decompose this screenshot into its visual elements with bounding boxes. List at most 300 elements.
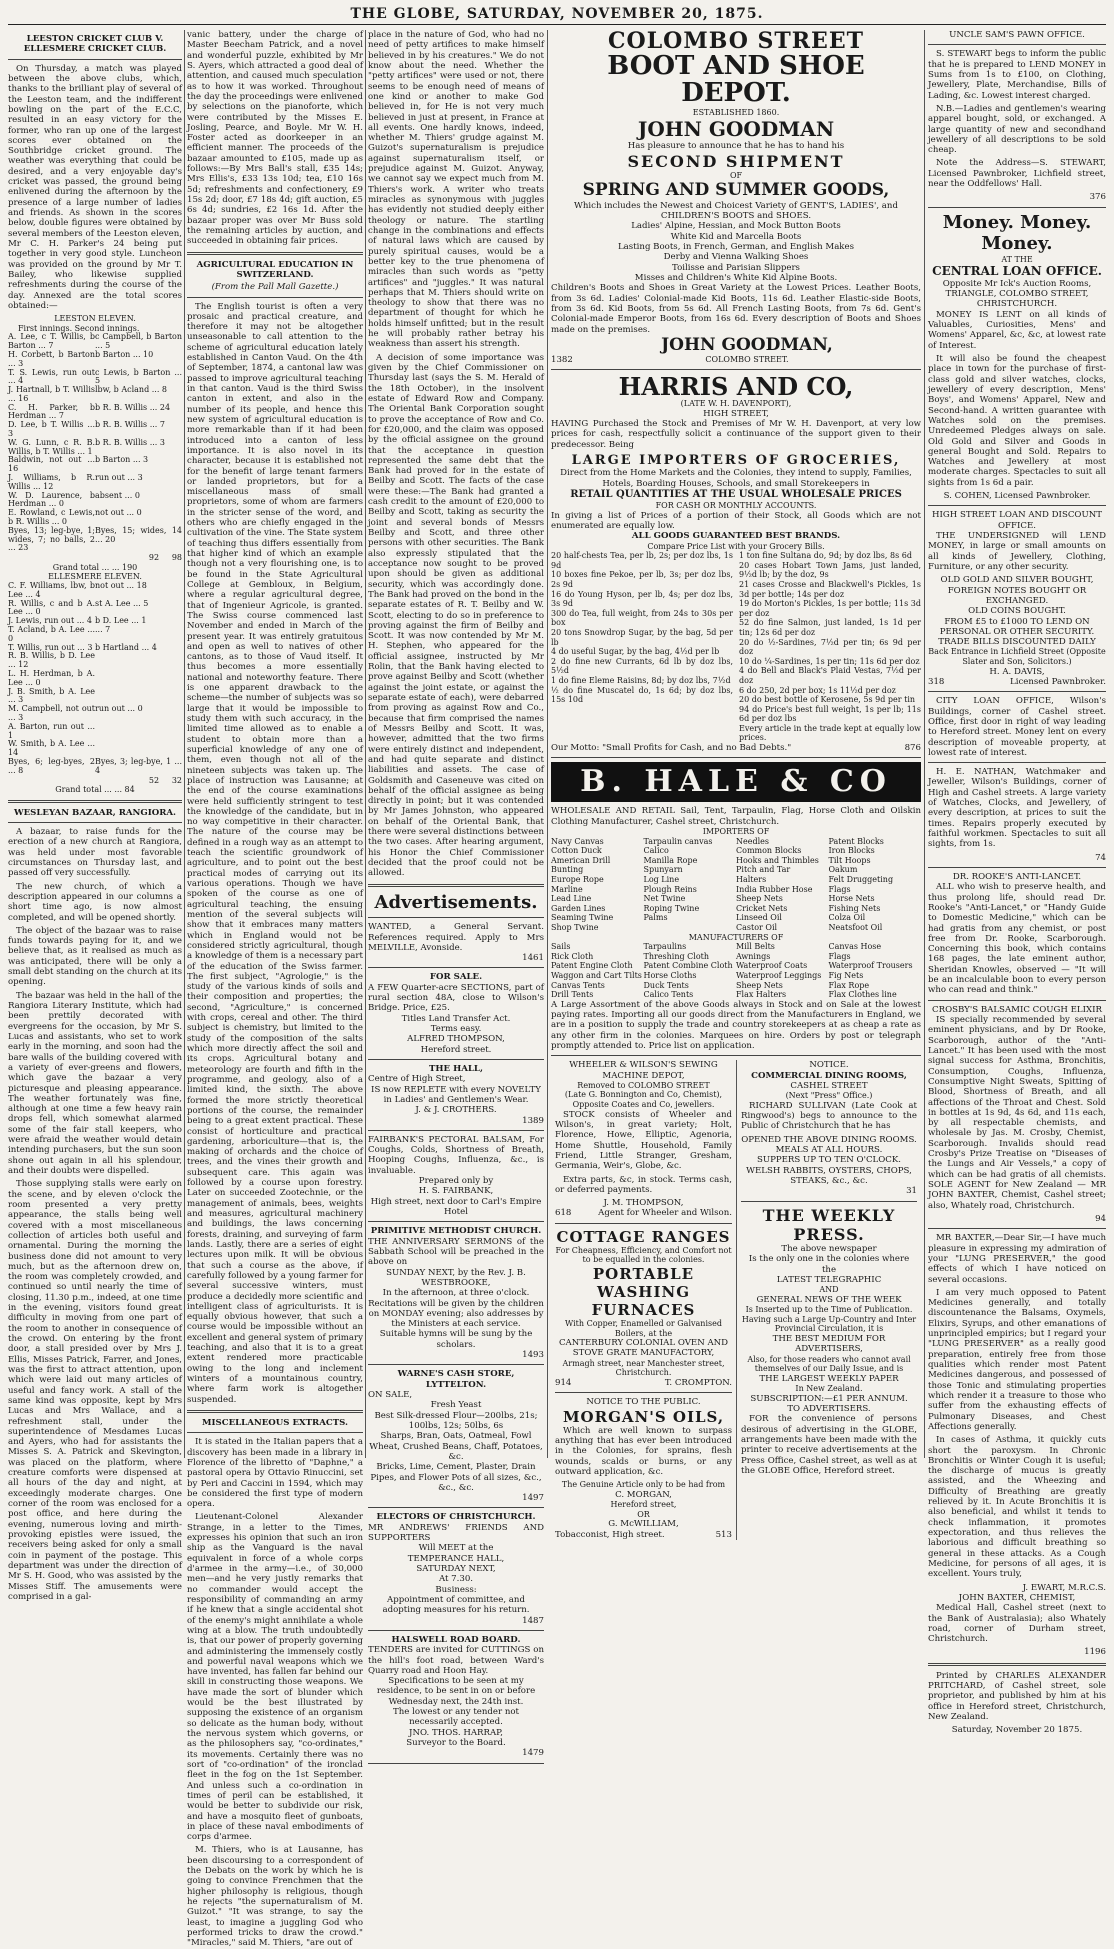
divider — [187, 1410, 363, 1413]
score-cell: b Barton ... 10 — [95, 349, 154, 359]
ad-line: H. S. FAIRBANK, — [418, 1186, 494, 1197]
ad-text: A Large Assortment of the above Goods always in Stock and on Sale at the lowest paying rates. Importing all our goods direct from the Manufacturers in England, we are in a position to supply the trade and country storekeepers at as cheap a rate as any other firm in the colonies. Marquees on hire. Orders by post or telegraph promptly attended to. Price list on application. — [551, 999, 921, 1051]
ad-line: TENDERS are invited for CUTTINGS on the hill's foot road, between Ward's Quarry road and Hoon Hay. — [368, 1645, 544, 1676]
ad-text: ALL who wish to preserve health, and thus prolong life, should read Dr. Rooke's "Anti-Lancet," or "Handy Guide to Domestic Medicine," which can be had gratis from any chemist, or post free from Dr. Rooke, Scarborough. Concerning this book, which contains 168 pages, the late eminent author, Sheridan Knowles, observed — "It will be an incalculable boon to every person who can read and think." — [928, 882, 1106, 996]
ad-name: C. MORGAN, — [615, 1489, 672, 1500]
ad-text: FOR CASH OR MONTHLY ACCOUNTS. — [655, 501, 817, 511]
product-item: Lead Line — [551, 894, 592, 904]
product-item: Marline — [551, 884, 583, 894]
ad-headline: FOR SALE. — [429, 972, 483, 983]
product-item: Calico Tents — [643, 990, 694, 1000]
score-cell: R. B. Willis, b D. Lee ... 12 — [8, 651, 95, 670]
price-item: 1 do fine Eleme Raisins, 8d; by doz lbs, 7½d — [551, 675, 731, 685]
ad-list-item: Lasting Boots, in French, German, and English Makes — [617, 242, 855, 253]
ad-text: ESTABLISHED 1860. — [692, 107, 780, 117]
ad-headline: NOTICE TO THE PUBLIC. — [586, 1397, 701, 1408]
ad-headline: PRIMITIVE METHODIST CHURCH. — [370, 1226, 542, 1237]
divider — [8, 822, 182, 823]
price-item: 4 do useful Sugar, by the bag, 4½d per lb — [551, 647, 720, 657]
product-item — [644, 923, 737, 933]
ad-text: OLD COINS BOUGHT. — [968, 606, 1066, 617]
ad-text: THE LARGEST WEEKLY PAPER — [759, 1373, 899, 1384]
product-item: Hooks and Thimbles — [736, 855, 819, 865]
article-body: On Thursday, a match was played between the above clubs, which, thanks to the brilliant play of several of the Leeston team, and the indifferent bowling on the part of the E.C.C, resulted in an easy victory for the former, who ran up one of the largest scores ever obtained on the Southbridge cricket ground. The weather was everything that could be desired, and a very enjoyable day's cricket was passed, the ground being enlivened during the afternoon by the presence of a large number of ladies and friends. As shown in the scores below, double figures were obtained by several members of the Leeston eleven, Mr C. H. Parker's 24 being put together in very good style. Luncheon was provided on the ground by Mr T. Bailey, who likewise supplied refreshments during the course of the day. Annexed are the total scores obtained:— — [8, 63, 182, 311]
score-cell: not out ... 18 — [95, 581, 147, 591]
price-item: 20 do ½-Sardines, 7½d per tin; 6s 9d per doz — [739, 637, 921, 657]
column-1 — [8, 30, 182, 1602]
ad-number: 74 — [1095, 852, 1106, 863]
price-item: 20 tons Snowdrop Sugar, by the bag, 5d per lb — [551, 627, 733, 647]
product-item: Flax Halters — [736, 990, 787, 1000]
score-cell: Byes, 15; wides, 14 ... 20 — [95, 525, 182, 544]
ad-item-list — [551, 221, 921, 283]
ad-line: Centre of High Street, — [368, 1074, 466, 1085]
ad-text: Removed to COLOMBO STREET — [577, 1080, 710, 1090]
ad-text: WHOLESALE AND RETAIL Sail, Tent, Tarpaulin, Flag, Horse Cloth and Oilskin Clothing Manufacturer, Cashel street, Christchurch. — [551, 806, 921, 827]
score-row — [8, 527, 182, 553]
ad-list-item: White Kid and Marcella Boots — [670, 231, 802, 242]
ad-line: Bricks, Lime, Cement, Plaster, Drain Pipes, and Flower Pots of all sizes, &c., &c., &c. — [370, 1462, 542, 1493]
ad-line: Specifications to be seen at my residence, to be sent in on or before Wednesday next, the 24th inst. — [376, 1676, 536, 1707]
score-cell: M. Campbell, not out ... 3 — [8, 704, 95, 722]
ad-line: FAIRBANK'S PECTORAL BALSAM, For Coughs, Colds, Shortness of Breath, Hooping Coughs, Influenza, &c., is invaluable. — [368, 1134, 544, 1176]
score-cell: Byes, 13; leg-bye, 1; wides, 7; no balls, 2 ... 23 — [8, 525, 95, 553]
ad-line: Appointment of committee, and adopting measures for his return. — [382, 1594, 530, 1616]
divider — [368, 1763, 544, 1764]
product-item: Europe Rope — [551, 874, 604, 884]
score-row — [8, 582, 182, 600]
team-heading: LEESTON ELEVEN. — [54, 314, 136, 324]
score-cell: C. H. Parker, b Herdman ... 7 — [8, 402, 95, 421]
divider — [8, 59, 182, 60]
classified-ad — [368, 1064, 544, 1131]
divider — [928, 505, 1106, 506]
product-item: Navy Canvas — [551, 836, 604, 846]
ad-text: For Cheapness, Efficiency, and Comfort not to be equalled in the colonies. — [555, 1245, 732, 1265]
product-item: Rick Cloth — [551, 951, 594, 961]
leeston-totals — [8, 553, 182, 563]
advertisements-heading: Advertisements. — [374, 891, 538, 913]
divider — [368, 1630, 544, 1631]
product-item: Colza Oil — [828, 913, 866, 923]
article-title: LEESTON CRICKET CLUB V. ELLESMERE CRICKET CLUB. — [23, 34, 167, 55]
ad-text: Has pleasure to announce that he has to hand his — [627, 141, 845, 152]
ad-number: 1196 — [1084, 1647, 1106, 1658]
ad-text: With Copper, Enamelled or Galvanised Boilers, at the — [565, 1318, 722, 1338]
divider — [928, 1228, 1106, 1229]
ad-headline: CANTERBURY COLONIAL OVEN AND STOVE GRATE MANUFACTORY, — [558, 1338, 729, 1359]
ad-headline: UNCLE SAM'S PAWN OFFICE. — [949, 30, 1085, 40]
ad-list-item: Derby and Vienna Walking Shoes — [663, 252, 809, 263]
divider — [187, 1432, 363, 1433]
ad-text: (Late G. Bonnington and Co, Chemist), Opposite Coates and Co, jewellers. — [564, 1090, 723, 1110]
ad-text: LATEST TELEGRAPHIC — [776, 1274, 882, 1285]
ad-text: IS specially recommended by several eminent physicians, and by Dr Rooke, Scarborough, author of the "Anti-Lancet." It has been used with the most signal success for Asthma, Bronchitis, Consumption, Coughs, Influenza, Consumptive Night Sweats, Spitting of Blood, Shortness of Breath, and all affections of the Throat and Chest. Sold in bottles at 1s 9d, 4s 6d, and 11s each, by all respectable chemists, and wholesale by Jas. M. Crosby, Chemist, Scarborough. Invalids should read Crosby's Prize Treatise on "Diseases of the Lungs and Air Vessels," a copy of which can be had gratis of all chemists. SOLE AGENT for New Zealand — MR JOHN BAXTER, Chemist, Cashel street; also, Whately road, Christchurch. — [928, 1015, 1106, 1211]
score-cell: b D. Lee ... 1 — [95, 616, 147, 626]
ad-headline: LARGE IMPORTERS OF GROCERIES, — [571, 452, 901, 468]
column-divider — [365, 30, 366, 1458]
ads-subcolumn-left — [551, 1060, 736, 1540]
team-heading: ELLESMERE ELEVEN. — [48, 572, 142, 582]
divider — [368, 967, 544, 968]
product-item: Patent Blocks — [828, 836, 884, 846]
ad-text: AT THE — [1001, 254, 1033, 264]
divider — [8, 800, 182, 803]
ad-line: Terms easy. — [430, 1024, 482, 1035]
divider — [555, 1392, 732, 1393]
product-item: Duck Tents — [643, 980, 689, 990]
score-row — [8, 652, 182, 670]
score-cell: b R. B. Willis ... 3 — [95, 437, 165, 447]
price-item: 1 ton fine Sultana do, 9d; by doz lbs, 8s 6d — [739, 551, 912, 561]
score-cell: run out ... 0 — [95, 704, 143, 714]
article-paragraph: Those supplying stalls were early on the scene, and by eleven o'clock the room presented a very pretty appearance, the stalls being well covered with a most miscellaneous collection of articles both useful and ornamental. During the morning the business done did not amount to very much, but as the afternoon drew on, the room was completely crowded, and continued so until nearly the time of closing, 11.30 p.m., indeed, at one time in the evening, visitors found great difficulty in moving from one part of the room to another in consequence of the crowd. On entering by the front door, a stall presided over by Mrs J. Ellis, Misses Patrick, Farrer, and Jones, was the first to attract attention, upon which were laid out many articles of useful and fancy work. A stall of the same kind was opposite, kept by Mrs Lucas and Mrs Wallace, and a refreshment stall, under the superintendence of Mesdames Lucas and Ayers, who had for assistants the Misses S. A. Patrick and Skevington, was placed on the platform, where creature comforts were dispensed at all hours of the day and night, at exceedingly moderate charges. One corner of the room was enclosed for a post office, and here during the evening, numerous loving and mirth-provoking epistles were issued, the receivers being asked for only a small coin in payment of the postage. This department was under the direction of Mr S. H. Good, who was assisted by the Misses Stiff. The amusements were comprised in a gal- — [8, 1179, 182, 1602]
product-item: Drill Tents — [551, 990, 594, 1000]
product-item: Waterproof Leggings — [736, 970, 822, 980]
price-item: 20 half-chests Tea, per lb, 2s; per doz lbs, 1s 9d — [551, 551, 733, 570]
product-item: Mill Belts — [736, 942, 775, 952]
ad-text: Armagh street, near Manchester street, Christchurch. — [562, 1358, 725, 1378]
ad-line: Prepared only by — [418, 1176, 494, 1187]
ad-number: 1389 — [522, 1115, 544, 1126]
ad-line: ALFRED THOMPSON, — [407, 1034, 505, 1045]
grand-total: Grand total ... ... 84 — [55, 785, 135, 795]
ad-text: The Genuine Article only to be had from — [561, 1480, 726, 1490]
score-cell: b R. B. Willis ... 24 — [95, 402, 171, 412]
divider — [368, 1364, 544, 1365]
price-item: 300 do Tea, full weight, from 24s to 30s per box — [551, 608, 733, 628]
product-item: Awnings — [736, 951, 771, 961]
ad-line: A FEW Quarter-acre SECTIONS, part of rural section 48A, close to Wilson's Bridge. Price, £25. — [368, 982, 544, 1014]
divider — [368, 1059, 544, 1060]
divider — [928, 1663, 1106, 1666]
ad-headline: HARRIS AND CO, — [618, 371, 854, 401]
product-item: Iron Blocks — [828, 846, 875, 856]
total-first: 52 — [148, 775, 160, 785]
score-cell: H. Corbett, b Barton ... 3 — [8, 349, 95, 368]
ad-name: S. COHEN, Licensed Pawnbroker. — [943, 491, 1091, 502]
price-item: Every article in the trade kept at equally low prices. — [739, 723, 921, 743]
price-item: 16 do Young Hyson, per lb, 4s; per doz lbs, 3s 9d — [551, 589, 733, 609]
ad-number: 513 — [715, 1529, 732, 1540]
ad-text: Having such a Large Up-Country and Inter Provincial Circulation, it is — [741, 1314, 917, 1334]
ad-number: 914 — [555, 1377, 572, 1388]
ad-text: THE BEST MEDIUM FOR ADVERTISERS, — [772, 1333, 886, 1355]
product-item: Roping Twine — [643, 903, 700, 913]
product-item: Sails — [551, 942, 571, 952]
column-2 — [187, 30, 363, 1949]
score-row — [8, 740, 182, 758]
score-cell: T. Acland, b A. Lee ... 0 — [8, 625, 95, 643]
ad-line: IS now REPLETE with every NOVELTY in Ladies' and Gentlemen's Wear. — [371, 1084, 541, 1105]
score-cell: E. Rowland, c Lewis, b R. Willis ... 0 — [8, 508, 95, 527]
product-item: Canvas Hose — [828, 942, 882, 952]
ad-number: 318 — [928, 676, 945, 687]
ad-name: JOHN BAXTER, CHEMIST, — [958, 1592, 1076, 1603]
ad-text: Children's Boots and Shoes in Great Variety at the Lowest Prices. Leather Boots, from 3s 6d. Ladies' Colonial-made Kid Boots, 11s 6d. Leather Elastic-side Boots, from 3s 6d. Kid Boots, from 5s 6d. All French Lasting Boots, from 7s 6d. Gent's Colonial-made Emperor Boots, from 16s 6d. Every description of Boots and Shoes made on the premises. — [551, 283, 921, 335]
article-paragraph: The English tourist is often a very prosaic and practical creature, and therefore it may not be altogether unseasonable to call attention to the scheme of agricultural education lately established in Canton Vaud. On the 4th of September, 1874, a cantonal law was passed to improve agricultural teaching in that canton. Vaud is the third Swiss canton in extent, and also in the number of its people, and hence this new system of agricultural education is more remarkable than if it had been introduced into a canton of less importance. It is also novel in its character, because it is established not for the benefit of large tenant farmers or landed proprietors, but for a miscellaneous mass of small proprietors, some of whom are farmers in the stricter sense of the word, and others who are chiefly engaged in the cultivation of the vine. The State system of teaching thus differs essentially from that higher kind of which an example though not a very flourishing one, is to be found in the State Agricultural College at Gembloux, in Belgium, where a regular agricultural degree, that of Ingenieur Agricole, is granted. The Swiss course commenced last November and ended in March of the present year. It was entirely gratuitous and open as well to natives of other cantons, as to those of Vaud itself. It thus becomes a more essentially national and noteworthy feature. There is one apparent drawback to the scheme—the number of subjects was so large that it would be impossible to study them with such accuracy, in the limited time allowed as to enable a student to obtain more than a superficial knowledge of any one of them, even though not all of the nineteen subjects was taken up. The place of instruction was Lausanne; at the end of the course examinations were held sufficiently stringent to test the knowledge of the candidate, but in no way competitive in their character. The nature of the course may be defined in a rough way as an attempt to teach the scientific groundwork of agriculture, and to point out the best practical modes of carrying out its various operations. Though we have spoken of the course as one of agricultural teaching, the ensuing mention of the several subjects will show that it embraces many matters which in England would not be considered strictly agricultural, though a knowledge of them is a necessary part of the education of the Swiss farmer. The first subject, "Agrologie," is the study of the various kinds of soils and their composition and properties; the second, "Agriculture," is concerned with crops, cereal and other. The third subject is chemistry, but limited to the study of the composition of the salts which more directly affect the soil and its crops. Agricultural botany and meteorology are fourth and fifth in the programme, and geology, also of a limited kind, the sixth. The above formed the more strictly theoretical portions of the course, the remainder being to a great extent practical. These consist of horticulture and practical gardening, arboriculture—that is, the making of orchards and the choice of trees, and the vines their growth and subsequent care. This again was followed by a course upon forestry. Later on succeeded Zootechnie, or the management of animals, bees, weights and measures, agricultural machinery and buildings, the laws concerning forests, draining, and surveying of farm lands. Lastly, there are a series of eight lectures upon milk. It will be obvious that such a course as the above, if carefully followed by a young farmer for several successive winters, must produce a decidedly more scientific and intelligent class of agriculturists. It is equally obvious however, that such a course would be impossible without an excellent and general system of primary teaching, and also that it is to a great extent rendered more practicable owing to the long and inclement winters of a mountainous country, where farm work is altogether suspended. — [187, 301, 363, 1405]
article-title: WESLEYAN BAZAAR, RANGIORA. — [13, 807, 177, 818]
ad-text: Is Inserted up to the Time of Publication. — [745, 1305, 913, 1315]
score-cell: c Campbell, b Barton ... 5 — [95, 332, 182, 351]
ad-line: J. & J. CROTHERS. — [415, 1105, 497, 1116]
ad-name: JOHN GOODMAN — [637, 117, 835, 142]
ad-line: Sharps, Bran, Oats, Oatmeal, Fowl Wheat, Crushed Beans, Chaff, Potatoes, &c. — [369, 1431, 543, 1462]
article-paragraph: M. Thiers, who is at Lausanne, has been discoursing to a correspondent of the Debats on the work by which he is going to convince Frenchmen that the higher philosophy is religious, though he rejects "the supernaturalism of M. Guizot." "It was strange, to say the least, to imagine a juggling God who performed tricks to draw the crowd." "Miracles," said M. Thiers, "are out of — [187, 1845, 363, 1949]
list-heading: MANUFACTURERS OF — [688, 932, 784, 942]
column-5 — [928, 30, 1106, 1736]
ad-text: OR — [637, 1509, 650, 1519]
ad-text: Which includes the Newest and Choicest Variety of GENT'S, LADIES', and CHILDREN'S BOOTS and SHOES. — [574, 200, 898, 222]
price-list-left — [551, 551, 733, 743]
ad-line: At 7.30. — [438, 1574, 474, 1585]
ad-line: Best Silk-dressed Flour—200lbs, 21s; 100lbs, 12s; 50lbs, 6s — [374, 1410, 538, 1431]
score-cell: b R. B. Willis ... 7 — [95, 420, 165, 430]
total-first: 92 — [148, 553, 160, 563]
ad-number: 376 — [1089, 192, 1106, 203]
ad-headline: COTTAGE RANGES — [556, 1227, 731, 1246]
ad-line: ON SALE, — [368, 1390, 413, 1401]
ad-headline: WHEELER & WILSON'S SEWING MACHINE DEPOT, — [569, 1060, 718, 1081]
ad-list-item: Toilisse and Parisian Slippers — [672, 262, 800, 273]
ad-name: J. M. THOMPSON, — [603, 1198, 684, 1209]
grand-total: Grand total ... ... 190 — [52, 562, 138, 572]
ad-text: GENERAL NEWS OF THE WEEK — [756, 1294, 902, 1305]
product-item: Net Twine — [643, 894, 686, 904]
divider — [741, 1201, 917, 1202]
ad-headline: MORGAN'S OILS, — [562, 1407, 725, 1426]
ad-text: Medical Hall, Cashel street (next to the Bank of Australasia); also Whately road, corner of Durham street, Christchurch. — [928, 1603, 1106, 1645]
masthead: THE GLOBE, SATURDAY, NOVEMBER 20, 1875. — [350, 6, 764, 22]
imprint: Printed by CHARLES ALEXANDER PRITCHARD, of Cashel street, sole proprietor, and published by him at his office in Hereford street, Christchurch, New Zealand. — [928, 1670, 1106, 1723]
product-item: Garden Lines — [551, 903, 606, 913]
ad-line: TEMPERANCE HALL, — [407, 1553, 505, 1564]
ad-line: Business: — [435, 1584, 477, 1595]
divider — [368, 1507, 544, 1508]
score-cell: J. Lewis, run out ... 4 — [8, 616, 92, 626]
ad-headline: DR. ROOKE'S ANTI-LANCET. — [952, 871, 1082, 882]
product-item: Flags — [828, 884, 851, 894]
product-item: Threshing Cloth — [643, 951, 710, 961]
ad-text: Opposite Mr Ick's Auction Rooms, TRIANGLE, COLOMBO STREET, CHRISTCHURCH. — [942, 278, 1092, 310]
article-paragraph: It is stated in the Italian papers that a discovery has been made in a library in Florence of the libretto of "Daphne," a pastoral opera by Ottavio Rinuccini, set by Peri and Caccini in 1594, which may be considered the first type of modern opera. — [187, 1437, 363, 1510]
ad-text: Is the only one in the colonies where the — [748, 1254, 910, 1275]
divider — [555, 1223, 732, 1224]
product-item: Waterproof Trousers — [828, 961, 913, 971]
score-cell — [95, 652, 182, 670]
product-item: Pitch and Tar — [736, 865, 791, 875]
price-list-right — [739, 551, 921, 743]
ad-line: Titles Land Transfer Act. — [401, 1013, 511, 1024]
ad-line: THE ANNIVERSARY SERMONS of the Sabbath School will be preached in the above on — [368, 1236, 544, 1268]
article-paragraph: Lieutenant-Colonel Alexander Strange, in a letter to the Times, expresses his opinion that such an iron ship as the Vanguard is the naval equivalent in force of a whole corps d'armee in the army—i.e., of 30,000 men—and he very justly remarks that no commander would accept the responsibility of commanding an army if he knew that a single accidental shot of the enemy's might annihilate a whole wing at a blow. The truth undoubtedly is, that our power of properly governing and administering the immensely costly and powerful naval weapons which we have invented, has fallen far behind our skill in constructing those weapons. We have made the sort of blunder which would be the best illustrated by supposing the existence of an organism so delicate as the human body, without the nervous system which governs, or as the philosophers say, "co-ordinates," its movements. Certainly there was no sort of "co-ordination" of the ironclad fleet in the fog on the 1st September. And unless such a co-ordination in times of peril can be established, it would be better to subdivide our risk, and have a mosquito fleet of gunboats, in place of these naval embodiments of corps d'armee. — [187, 1512, 363, 1843]
article-continuation: place in the nature of God, who had no need of petty artifices to make himself believed in by his creatures." We do not know about the need. Whether the "petty artifices" were used or not, there seems to be enough need of means of one kind or another to make God believed in, for He is not very much believed in just at present, in France at all events. One hardly knows, indeed, whether M. Thiers' grudge against M. Guizot's supernaturalism is prejudice against supernaturalism itself, or prejudice against M. Guizot. Anyway, we cannot say we expect much from M. Thiers's work. A writer who treats miracles as synonymous with juggles has evidently not studied deeply either theology or nature. The startling change in the combinations and effects of natural laws which are caused by purely spiritual causes, would be a better key to the true phenomena of miracles than such words as "petty artifices" and "juggles." It was natural perhaps that M. Thiers should write on theology to show that there was no department of thought for which he holds himself unfitted; but in the result he will probably rather betray his weakness than assert his strength. — [368, 30, 544, 350]
price-item: 6 do 250, 2d per box; 1s 11½d per doz — [739, 685, 896, 695]
ad-headline: THE WEEKLY PRESS. — [762, 1205, 896, 1244]
ad-text: HAVING Purchased the Stock and Premises of Mr W. H. Davenport, at very low prices for cash, respectfully solicit a continuance of the support given to their predecessor. Being — [551, 418, 921, 450]
ad-headline: BOOT AND SHOE DEPOT. — [607, 51, 865, 109]
ad-name: J. EWART, M.R.C.S. — [1022, 1582, 1106, 1593]
ad-name: T. CROMPTON. — [664, 1377, 732, 1388]
ad-number: 1382 — [551, 354, 573, 365]
score-cell: st A. Lee ... 5 — [95, 598, 149, 608]
product-item: Shop Twine — [551, 922, 599, 932]
score-row — [8, 758, 182, 776]
divider — [368, 917, 544, 918]
column-3 — [368, 30, 544, 1759]
divider — [928, 1000, 1106, 1001]
product-item: Sheep Nets — [736, 980, 783, 990]
score-cell: b Hartland ... 4 — [95, 642, 157, 652]
ad-text: Tobacconist, High street. — [555, 1529, 665, 1540]
product-item: Halters — [736, 874, 767, 884]
score-cell: ... 7 — [95, 625, 111, 634]
product-item: Fishing Nets — [828, 903, 881, 913]
score-row — [8, 333, 182, 351]
ad-text: TRADE BILLS DISCOUNTED DAILY — [938, 637, 1096, 648]
ad-line: SATURDAY NEXT, — [416, 1564, 496, 1575]
ad-text: It will also be found the cheapest place in town for the purchase of first-class gold and silver watches, clocks, jewellery of every description, Mens' Boys', and Womens' Apparel, New and Second-hand. A written guarantee with Watches sold on the premises. Unredeemed Pledges always on sale. Old Gold and Silver and Goods in general Bought and Sold. Repairs to Watches and Jewellery at most moderate charges. Spectacles to suit all sights from 1s 6d a pair. — [928, 354, 1106, 488]
ad-line: In the afternoon, at three o'clock. — [382, 1288, 530, 1299]
product-item: Felt Druggeting — [828, 874, 894, 884]
ad-name: G. McWILLIAM, — [608, 1519, 679, 1530]
score-cell: J. B. Smith, b A. Lee ... 3 — [8, 686, 95, 705]
ad-text: FOR the convenience of persons desirous of advertising in the GLOBE, arrangements have been made with the printer to receive advertisements at the Press Office, Cashel street, as well as at the GLOBE Office, Hereford street. — [741, 1414, 917, 1476]
ad-text: OLD GOLD AND SILVER BOUGHT, FOREIGN NOTES BOUGHT OR EXCHANGED. — [940, 575, 1094, 606]
price-item: 4 do Bell and Black's Plaid Vestas, 7½d per doz — [739, 666, 921, 685]
divider — [551, 757, 921, 758]
product-item: Flags — [828, 951, 851, 961]
list-heading: IMPORTERS OF — [702, 827, 770, 836]
ad-text: COLOMBO STREET. — [705, 355, 789, 365]
ad-name: H. A. DAVIS, — [989, 666, 1045, 677]
divider — [368, 1221, 544, 1222]
ad-text: FROM £5 to £1000 TO LEND ON PERSONAL OR OTHER SECURITY. — [939, 616, 1095, 637]
article-source: (From the Pall Mall Gazette.) — [211, 282, 339, 293]
ad-number: 94 — [1095, 1213, 1106, 1224]
score-cell: lbw, b Acland ... 8 — [95, 385, 167, 395]
score-row — [8, 492, 182, 510]
ad-list-item: Misses and Children's White Kid Alpine Boots. — [634, 272, 838, 283]
score-cell: Baldwin, not out ... 16 — [8, 455, 95, 474]
price-item: 2 do fine new Currants, 6d lb by doz lbs, 5½d — [551, 656, 733, 676]
ad-text: SUPPERS UP TO TEN O'CLOCK. — [756, 1155, 902, 1166]
score-row — [8, 509, 182, 527]
ad-text: CASHEL STREET — [790, 1080, 868, 1091]
price-item: 20 do best bottle of Kerosene, 5s 9d per tin — [739, 695, 916, 705]
divider — [928, 867, 1106, 868]
ads-subcolumns — [551, 1060, 921, 1540]
product-item: Horse Cloths — [643, 970, 697, 980]
ad-headline: PORTABLE WASHING FURNACES — [591, 1264, 696, 1319]
ad-text: Our Motto: "Small Profits for Cash, and no Bad Debts." — [551, 743, 792, 754]
product-item: Cricket Nets — [736, 903, 788, 913]
classified-ad — [368, 972, 544, 1060]
score-row — [8, 439, 182, 457]
ad-text: In giving a list of Prices of a portion of their Stock, all Goods which are not enumerated are equally low. — [551, 510, 921, 531]
classified-ad — [368, 1635, 544, 1764]
score-row — [8, 386, 182, 404]
product-item: Log Line — [643, 874, 680, 884]
product-item: Tilt Hoops — [828, 855, 871, 865]
ad-text: Direct from the Home Markets and the Colonies, they intend to supply, Families, Hotels, Boarding Houses, Schools, and small Storekeepers in — [560, 468, 912, 489]
classified-ad — [368, 922, 544, 968]
product-item: Canvas Tents — [551, 980, 605, 990]
ad-text: STOCK consists of Wheeler and Wilson's, in great variety; Holt, Florence, Howe, Elliptic, Agenoria, Home Shuttle, Household, Family Friend, Little Stranger, Gresham, Germania, Weir's, Globe, &c. — [555, 1109, 732, 1172]
product-item: Bunting — [551, 865, 584, 875]
score-row — [8, 626, 182, 644]
product-item: Waggon and Cart Tilts — [551, 970, 642, 980]
price-list — [551, 551, 921, 743]
product-item: Castor Oil — [736, 922, 778, 932]
column-divider — [184, 30, 185, 1458]
divider — [368, 1130, 544, 1131]
ad-headline: HIGH STREET LOAN AND DISCOUNT OFFICE. — [932, 510, 1102, 531]
product-item: Linseed Oil — [736, 913, 782, 923]
divider — [928, 44, 1106, 45]
score-cell: b Barton ... 3 — [95, 455, 149, 465]
product-item: India Rubber Hose — [736, 884, 813, 894]
product-item: Needles — [736, 836, 769, 846]
ad-line: Hereford street. — [420, 1044, 492, 1055]
ad-text: N.B.—Ladies and gentlemen's wearing apparel bought, sold, or exchanged. A large quantity of new and secondhand jewellery of all descriptions to be sold cheap. — [928, 103, 1106, 156]
total-second: 98 — [171, 553, 182, 563]
ad-text: THE UNDERSIGNED will LEND MONEY, in large or small amounts on all kinds of Jewellery, Clothing, Furniture, or any other security. — [928, 531, 1106, 572]
score-row — [8, 600, 182, 618]
classified-ad — [368, 1369, 544, 1508]
score-cell: L. H. Herdman, b A. Lee ... 0 — [8, 668, 95, 687]
divider — [928, 207, 1106, 208]
ad-number: 31 — [906, 1186, 917, 1197]
price-item: 20 cases Hobart Town Jams, just landed, 9½d lb; by the doz, 9s — [739, 560, 921, 580]
ad-text: OF — [729, 170, 743, 180]
product-item: Common Blocks — [736, 846, 802, 856]
ad-list-item: Ladies' Alpine, Hessian, and Mock Button Boots — [631, 221, 841, 232]
score-cell: W. D. Laurence, b Herdman ... 0 — [8, 490, 95, 509]
ad-headline: NOTICE. — [809, 1060, 849, 1071]
ad-number: 1497 — [522, 1493, 544, 1504]
ad-text: AND — [819, 1285, 839, 1295]
ad-text: RICHARD SULLIVAN (Late Cook at Ringwood's) begs to announce to the Public of Christchurch that he has — [741, 1100, 917, 1132]
score-cell: absent ... 0 — [95, 490, 140, 500]
ad-number: 1461 — [522, 953, 544, 964]
ad-line: SUNDAY NEXT, by the Rev. J. B. WESTBROOKE, — [386, 1267, 526, 1288]
product-item: Manilla Rope — [643, 855, 698, 865]
price-item: 21 cases Crosse and Blackwell's Pickles, 1s 3d per bottle; 14s per doz — [739, 579, 921, 599]
product-item: Flax Clothes line — [828, 990, 897, 1000]
ad-text: Which are well known to surpass anything that has ever been introduced in the Colonies, for sprains, flesh wounds, scalds or burns, or any outward application, &c. — [555, 1425, 732, 1477]
product-item: Tarpaulin canvas — [643, 836, 713, 846]
score-cell: W. Smith, b A. Lee ... 14 — [8, 739, 95, 758]
classified-ad — [368, 1226, 544, 1365]
product-item: Patent Combine Cloth — [643, 961, 733, 971]
ad-name: JOHN GOODMAN, — [661, 334, 833, 355]
ellesmere-scorecard — [8, 582, 182, 776]
product-item: Seaming Twine — [551, 913, 614, 923]
innings-heading: First innings. Second innings. — [18, 323, 140, 333]
price-item: 52 do fine Salmon, just landed, 1s 1d per tin; 12s 6d per doz — [739, 618, 921, 637]
importers-list — [551, 837, 921, 933]
ad-text: WELSH RABBITS, OYSTERS, CHOPS, STEAKS, &c., &c. — [746, 1165, 912, 1186]
ad-text: CITY LOAN OFFICE, Wilson's Buildings, corner of Cashel street. Office, first door in right of way leading to Hereford street. Money lent on every description of moveable property, at lowest rate of interest. — [928, 696, 1106, 758]
score-cell — [95, 670, 182, 688]
product-item: Plough Reins — [643, 884, 697, 894]
manufacturers-list — [551, 942, 921, 1000]
ad-text: ALL GOODS GUARANTEED BEST BRANDS. — [631, 531, 841, 542]
ad-line: Fresh Yeast — [430, 1400, 482, 1411]
score-cell: run out ... 3 — [95, 473, 143, 483]
ad-text: HIGH STREET, — [703, 408, 769, 419]
